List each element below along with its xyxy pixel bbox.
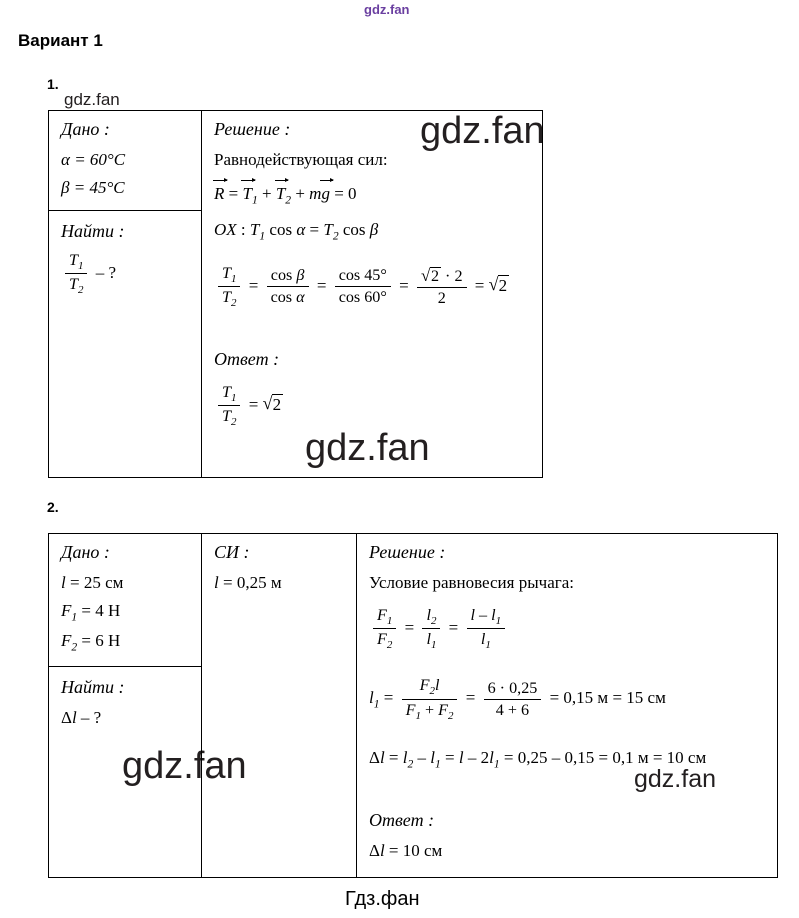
- given-line: $F_2 = 6$ Н: [61, 631, 121, 654]
- find-expression: $\frac{T_1}{T_2}$ – ?: [61, 252, 191, 296]
- given-line: α = 60°C: [61, 150, 126, 169]
- task-1-table: [48, 110, 543, 478]
- divider: [49, 210, 201, 211]
- solution-eq-dl: $\Delta l = l_2 - l_1 = l - 2l_1 = 0,25 - 0,15 = 0,1$ м = 10 см: [369, 747, 707, 771]
- task-number-1: 1.: [47, 76, 59, 92]
- solution-eq-vector: $R = T_1 + T_2$ + mg = 0: [214, 184, 357, 207]
- divider: [49, 666, 201, 667]
- task-2-si-cell: [202, 534, 357, 878]
- page-title: Вариант 1: [18, 31, 103, 50]
- watermark-mid-1: gdz.fan: [634, 765, 717, 793]
- solution-label: Решение :: [369, 542, 446, 562]
- answer-value: Δl = 10 см: [369, 841, 443, 861]
- si-label: СИ :: [214, 542, 250, 562]
- find-expression: Δl – ?: [61, 707, 102, 727]
- watermark-big-3: gdz.fan: [122, 745, 247, 787]
- solution-intro: Равнодействующая сил:: [214, 150, 388, 169]
- solution-eq-ox: OX : $T_1$ $\cos \alpha = T_2$ cos β: [214, 220, 379, 243]
- answer-label: Ответ :: [369, 810, 435, 831]
- task-2-table: [48, 533, 778, 878]
- solution-eq-balance: $\frac{F_1}{F_2}$ = $\frac{l_2}{l_1}$ = $\frac{l - l_1}{l_1}$: [369, 607, 767, 651]
- watermark-big-1: gdz.fan: [420, 110, 545, 152]
- solution-label: Решение :: [214, 119, 291, 139]
- find-label: Найти :: [61, 676, 125, 697]
- answer-label: Ответ :: [214, 349, 280, 370]
- watermark-small-1: gdz.fan: [64, 90, 120, 109]
- watermark-big-2: gdz.fan: [305, 427, 430, 469]
- task-2-given-cell: [49, 534, 202, 878]
- given-line: l = 25 см: [61, 573, 124, 592]
- given-label: Дано :: [61, 542, 110, 562]
- solution-eq-ratio: $\frac{T_1}{T_2}$ = $\frac{\text{cos β}}{\text{cos α}}$ = $\frac{\cos 45^\circ}{\cos 60^\circ}$ = √ $\frac{2 \cdot 2}{2}$ = √ 2: [214, 265, 532, 309]
- task-1-given-cell: [49, 111, 202, 478]
- given-line: $F_1 = 4$ Н: [61, 601, 121, 624]
- watermark-bottom: Гдз.фан: [345, 888, 420, 910]
- solution-intro: Условие равновесия рычага:: [369, 573, 574, 592]
- task-2-solution-cell: [357, 534, 778, 878]
- given-line: β = 45°C: [61, 178, 125, 197]
- watermark-top: gdz.fan: [364, 2, 410, 17]
- solution-eq-l1: $l_1$ = $\frac{F_2l}{F_1 + F_2}$ = $\frac{6 \cdot 0,25}{4 + 6}$ = 0,15 м = 15 см: [369, 677, 666, 722]
- find-label: Найти :: [61, 221, 125, 241]
- si-line: l = 0,25 м: [214, 573, 282, 592]
- answer-value: $\frac{T_1}{T_2}$ = √ 2: [214, 384, 532, 428]
- given-label: Дано :: [61, 119, 110, 139]
- task-number-2: 2.: [47, 499, 59, 515]
- task-1-solution-cell: [202, 111, 543, 478]
